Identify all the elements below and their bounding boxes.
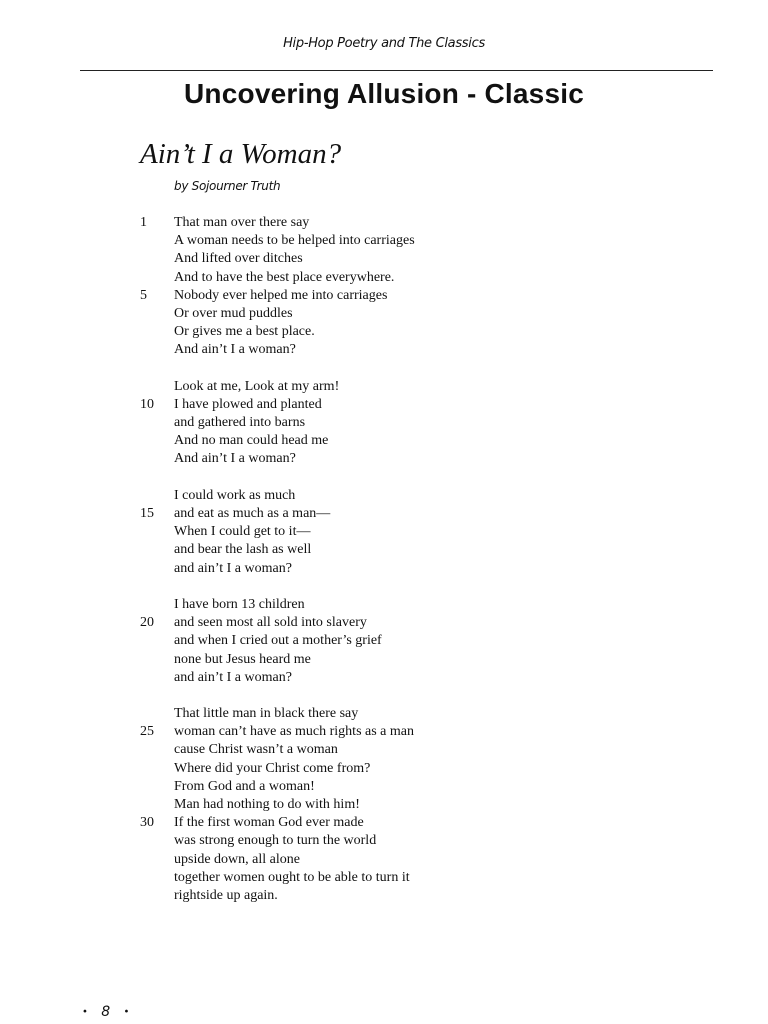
line-text: A woman needs to be helped into carriages [174, 233, 415, 249]
line-text: I could work as much [174, 487, 296, 503]
poem-line [0, 869, 768, 887]
line-text: none but Jesus heard me [174, 651, 311, 667]
poem-line [0, 651, 768, 669]
line-text: and eat as much as a man— [174, 506, 331, 521]
line-text: From God and a woman! [174, 778, 315, 794]
poem-line [0, 450, 768, 468]
poem-line [0, 305, 768, 323]
line-number: 30 [140, 815, 154, 831]
page-folio [82, 1004, 129, 1020]
line-text: upside down, all alone [174, 851, 300, 867]
poem-line [0, 741, 768, 759]
line-text: was strong enough to turn the world [174, 833, 377, 849]
line-text: and seen most all sold into slavery [174, 615, 367, 631]
line-text: And lifted over ditches [174, 251, 303, 267]
line-text: When I could get to it— [174, 524, 311, 540]
poem-byline: by Sojourner Truth [174, 179, 281, 193]
poem-line [0, 669, 768, 687]
stanza-gap [0, 687, 768, 705]
poem-line [0, 814, 768, 832]
poem-line [0, 487, 768, 505]
poem-line [0, 832, 768, 850]
stanza-gap [0, 578, 768, 596]
poem-title: Ain’t I a Woman? [140, 138, 342, 170]
poem-line [0, 396, 768, 414]
line-text: together women ought to be able to turn it [174, 869, 410, 885]
page-number: 8 [101, 1004, 111, 1020]
line-text: Or gives me a best place. [174, 324, 315, 340]
folio-bullet-left: • [82, 1006, 88, 1018]
poem-line [0, 560, 768, 578]
line-text: If the first woman God ever made [174, 815, 364, 831]
poem-line [0, 269, 768, 287]
line-text: and ain’t I a woman? [174, 560, 292, 576]
poem-line [0, 378, 768, 396]
line-text: I have born 13 children [174, 596, 305, 612]
line-text: Nobody ever helped me into carriages [174, 287, 388, 303]
poem-line [0, 705, 768, 723]
line-text: Look at me, Look at my arm! [174, 378, 340, 394]
line-number: 15 [140, 506, 154, 521]
poem-line [0, 414, 768, 432]
poem-line [0, 796, 768, 814]
line-text: That little man in black there say [174, 706, 359, 722]
poem-line [0, 541, 768, 559]
header-rule [80, 70, 713, 71]
line-text: That man over there say [174, 215, 310, 230]
line-number: 20 [140, 615, 154, 631]
poem-line [0, 432, 768, 450]
line-text: I have plowed and planted [174, 396, 322, 412]
poem-body [0, 214, 768, 905]
stanza-gap [0, 360, 768, 378]
poem-line [0, 887, 768, 905]
line-text: rightside up again. [174, 887, 278, 903]
line-text: And ain’t I a woman? [174, 451, 296, 467]
line-text: Or over mud puddles [174, 305, 293, 321]
line-text: woman can’t have as much rights as a man [174, 724, 415, 740]
stanza-gap [0, 469, 768, 487]
poem-line [0, 760, 768, 778]
line-text: And ain’t I a woman? [174, 342, 296, 358]
line-text: And to have the best place everywhere. [174, 269, 395, 285]
section-title: Uncovering Allusion - Classic [184, 78, 584, 109]
poem-line [0, 523, 768, 541]
line-text: cause Christ wasn’t a woman [174, 742, 338, 758]
line-number: 25 [140, 724, 154, 740]
line-text: Man had nothing to do with him! [174, 797, 360, 812]
running-head: Hip-Hop Poetry and The Classics [283, 36, 485, 51]
poem-line [0, 341, 768, 359]
line-text: and when I cried out a mother’s grief [174, 633, 382, 649]
line-text: and gathered into barns [174, 415, 306, 431]
poem-line [0, 287, 768, 305]
line-text: And no man could head me [174, 433, 329, 449]
line-text: Where did your Christ come from? [174, 760, 371, 776]
poem-line [0, 232, 768, 250]
line-number: 1 [140, 215, 147, 230]
poem-line [0, 851, 768, 869]
line-text: and ain’t I a woman? [174, 669, 292, 685]
poem-line [0, 723, 768, 741]
line-number: 5 [140, 287, 147, 303]
poem-line [0, 214, 768, 232]
poem-line [0, 505, 768, 523]
poem-line [0, 323, 768, 341]
line-text: and bear the lash as well [174, 542, 312, 558]
poem-line [0, 614, 768, 632]
poem-line [0, 250, 768, 268]
folio-bullet-right: • [123, 1006, 130, 1018]
poem-line [0, 778, 768, 796]
poem-line [0, 596, 768, 614]
poem-line [0, 632, 768, 650]
line-number: 10 [140, 396, 154, 412]
